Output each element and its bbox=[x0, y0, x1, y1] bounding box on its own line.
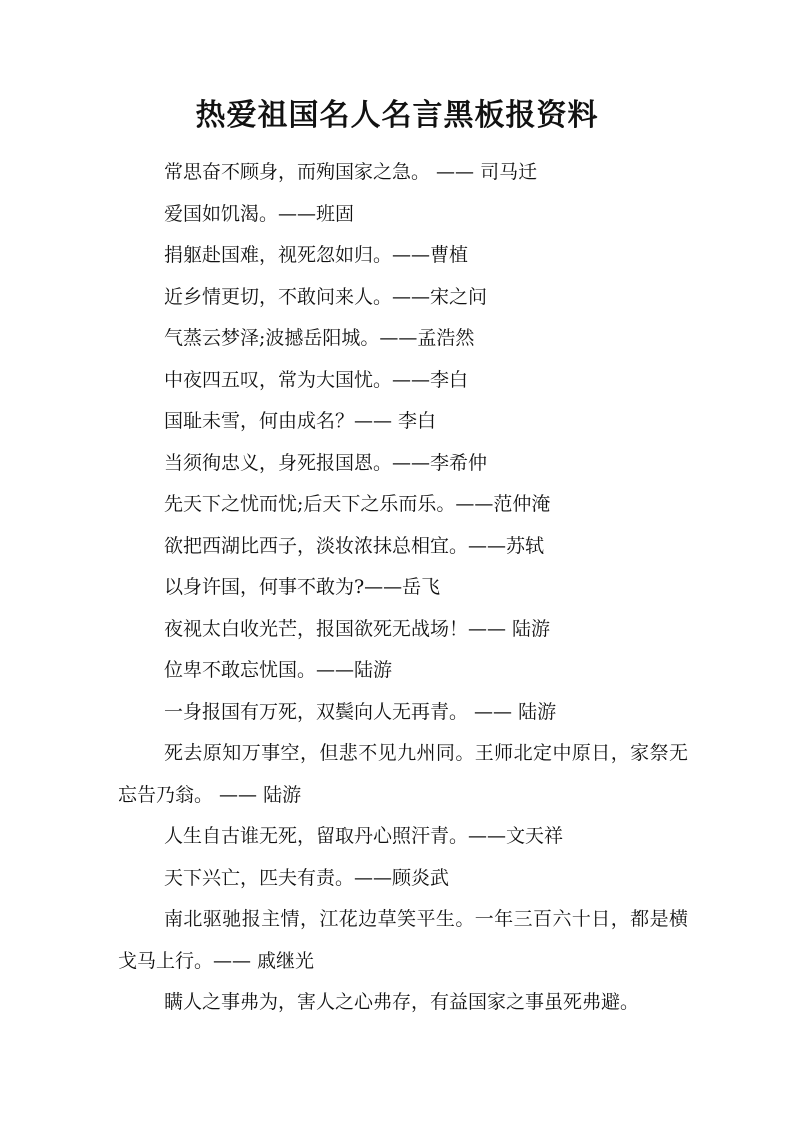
quote-line: 欲把西湖比西子，淡妆浓抹总相宜。——苏轼 bbox=[164, 534, 545, 557]
quote-line: 一身报国有万死，双鬓向人无再青。 —— 陆游 bbox=[164, 700, 557, 723]
quote-paragraph: 死去原知万事空，但悲不见九州同。王师北定中原日，家祭无忘告乃翁。 —— 陆游 bbox=[118, 742, 688, 806]
quote-line: 天下兴亡，匹夫有责。——顾炎武 bbox=[164, 866, 450, 889]
quote-line: 中夜四五叹，常为大国忧。——李白 bbox=[164, 368, 469, 391]
document-title: 热爱祖国名人名言黑板报资料 bbox=[195, 98, 599, 133]
quote-paragraph: 南北驱驰报主情，江花边草笑平生。一年三百六十日，都是横戈马上行。—— 戚继光 bbox=[118, 908, 688, 972]
quote-line: 以身许国，何事不敢为?——岳飞 bbox=[164, 576, 441, 598]
quote-line: 常思奋不顾身，而殉国家之急。 —— 司马迁 bbox=[164, 161, 538, 183]
quote-line: 人生自古谁无死，留取丹心照汗青。——文天祥 bbox=[164, 825, 564, 847]
quote-line: 先天下之忧而忧;后天下之乐而乐。——范仲淹 bbox=[164, 493, 551, 515]
quote-line: 夜视太白收光芒，报国欲死无战场！—— 陆游 bbox=[164, 617, 551, 640]
quote-line: 捐躯赴国难，视死忽如归。——曹植 bbox=[164, 244, 469, 266]
quote-line: 近乡情更切，不敢问来人。——宋之问 bbox=[164, 285, 488, 308]
quote-line: 国耻未雪，何由成名？—— 李白 bbox=[164, 410, 437, 432]
quote-line: 当须徇忠义，身死报国恩。——李希仲 bbox=[164, 451, 488, 474]
quote-line: 位卑不敢忘忧国。——陆游 bbox=[164, 659, 393, 681]
quote-line: 气蒸云梦泽;波撼岳阳城。——孟浩然 bbox=[164, 327, 475, 349]
quote-list bbox=[118, 152, 688, 1024]
quote-line: 爱国如饥渴。——班固 bbox=[164, 202, 355, 225]
quote-line: 瞒人之事弗为，害人之心弗存，有益国家之事虽死弗避。 bbox=[164, 991, 640, 1013]
